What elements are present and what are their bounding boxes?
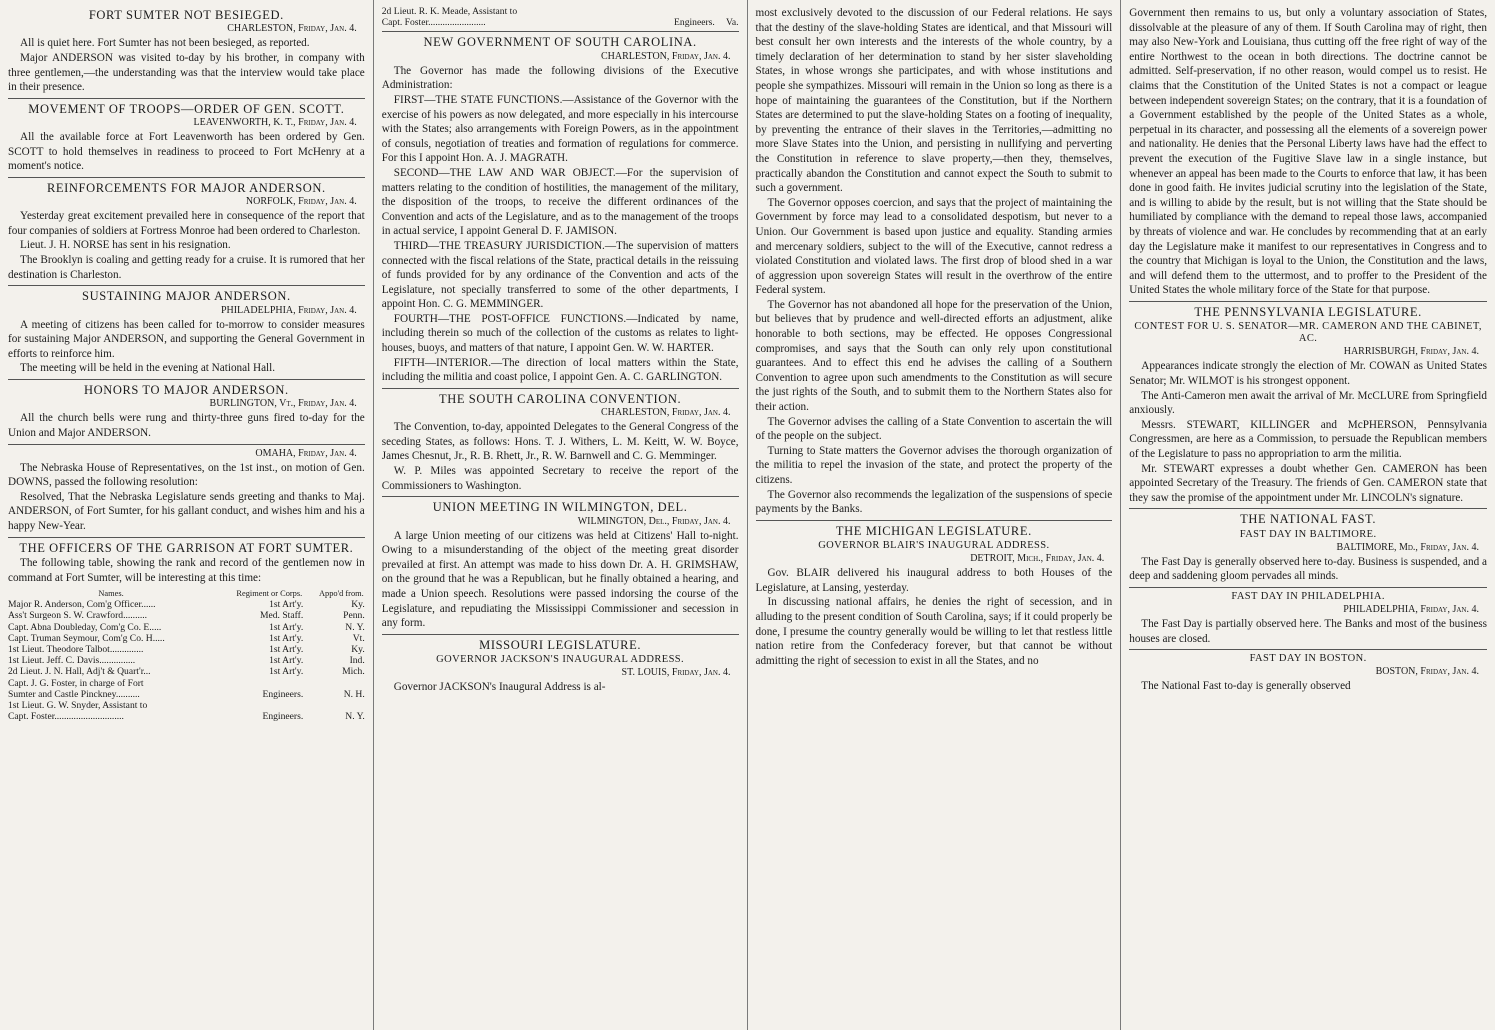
officer-origin: Mich. bbox=[342, 666, 365, 678]
dateline: DETROIT, Mich., Friday, Jan. 4. bbox=[970, 553, 1105, 565]
officer-origin: Va. bbox=[725, 17, 739, 29]
article-headline: NEW GOVERNMENT OF SOUTH CAROLINA. bbox=[423, 35, 697, 50]
article-headline: REINFORCEMENTS FOR MAJOR ANDERSON. bbox=[46, 180, 326, 195]
officer-table bbox=[8, 588, 365, 722]
article bbox=[1129, 591, 1487, 646]
officer-origin bbox=[303, 700, 365, 711]
article bbox=[8, 181, 365, 282]
officer-corps: 1st Art'y. bbox=[269, 621, 304, 633]
paragraph: The Governor opposes coercion, and says that the project of maintaining the Government by force may lead to a consolidated despotism, but never to a Union. Our Government is based upon justice and equality. Standing armies and mercenary soldiers, subject to the will of the Executive, cannot redress a violated Constitution and violated laws. The first drop of blood shed in a war of aggression upon sovereign States will result in the overthrow of the entire Federal system. bbox=[755, 196, 1113, 297]
paragraph: Messrs. STEWART, KILLINGER and McPHERSON, Pennsylvania Congressmen, are here as a Commission, to persuade the Republican members of the Legislature to pass no appropriation to arm the militia. bbox=[1129, 418, 1487, 460]
paragraph: W. P. Miles was appointed Secretary to receive the report of the Commissioners to Washington. bbox=[381, 465, 739, 492]
article-headline: MOVEMENT OF TROOPS—ORDER OF GEN. SCOTT. bbox=[28, 101, 345, 116]
article-headline: THE SOUTH CAROLINA CONVENTION. bbox=[438, 391, 682, 406]
officer-name: Major R. Anderson, Com'g Officer...... bbox=[8, 599, 156, 611]
paragraph: A meeting of citizens has been called for to-morrow to consider measures for sustaining Major ANDERSON, and supporting the General Government in efforts to reinforce him. bbox=[8, 318, 365, 360]
paragraph: Appearances indicate strongly the election of Mr. COWAN as United States Senator; Mr. WILMOT is his strongest opponent. bbox=[1129, 360, 1487, 387]
article bbox=[382, 638, 739, 695]
paragraph: The Fast Day is generally observed here to-day. Business is suspended, and a deep and saddening gloom pervades all minds. bbox=[1129, 555, 1487, 583]
dateline: ST. LOUIS, Friday, Jan. 4. bbox=[621, 667, 731, 679]
divider bbox=[8, 444, 365, 445]
officer-name: Capt. Foster............................. bbox=[8, 711, 124, 723]
officer-origin: Vt. bbox=[352, 632, 365, 644]
article-subheadline: FAST DAY IN BALTIMORE. bbox=[1239, 528, 1377, 540]
table-row bbox=[8, 610, 365, 621]
table-row bbox=[8, 666, 365, 677]
article-headline: SUSTAINING MAJOR ANDERSON. bbox=[82, 289, 291, 304]
paragraph: All the church bells were rung and thirty-three guns fired to-day for the Union and Major ANDERSON. bbox=[8, 412, 365, 439]
dateline: PHILADELPHIA, Friday, Jan. 4. bbox=[1343, 604, 1479, 615]
article-subheadline: GOVERNOR BLAIR'S INAUGURAL ADDRESS. bbox=[818, 540, 1050, 552]
paragraph: SECOND—THE LAW AND WAR OBJECT.—For the supervision of matters relating to the condition of hostilities, the management of the military, the disposition of the troops, to receive the different ordinances of the Convention and acts of the Legislature, and as to the management of the troops in actual service, I appoint General D. F. JAMISON. bbox=[381, 166, 739, 238]
paragraph: Major ANDERSON was visited to-day by his brother, in company with three gentlemen,—the understanding was that the interview would take place in their presence. bbox=[8, 51, 365, 94]
table-row bbox=[8, 599, 365, 610]
article bbox=[756, 524, 1113, 669]
dateline: NORFOLK, Friday, Jan. 4. bbox=[245, 196, 357, 208]
article bbox=[1129, 653, 1487, 694]
officer-name: 2d Lieut. J. N. Hall, Adj't & Quart'r... bbox=[8, 666, 151, 678]
dateline: BALTIMORE, Md., Friday, Jan. 4. bbox=[1336, 541, 1479, 553]
officer-origin bbox=[303, 678, 365, 689]
dateline: OMAHA, Friday, Jan. 4. bbox=[255, 447, 357, 459]
table-row bbox=[8, 700, 365, 711]
table-row bbox=[8, 633, 365, 644]
article-headline: HONORS TO MAJOR ANDERSON. bbox=[83, 383, 289, 397]
divider bbox=[8, 537, 365, 538]
table-header-row bbox=[8, 588, 365, 599]
column-4 bbox=[1121, 0, 1495, 1030]
officer-origin: Ky. bbox=[351, 599, 365, 611]
paragraph: FOURTH—THE POST-OFFICE FUNCTIONS.—Indicated by name, including therein so much of the collection of the customs as relates to light-houses, buoys, and matters of that nature, I appoint Gen. W. W. HARTER. bbox=[381, 312, 739, 355]
officer-corps: 1st Art'y. bbox=[269, 632, 304, 644]
paragraph: FIRST—THE STATE FUNCTIONS.—Assistance of the Governor with the exercise of his powers as now delegated, and more especially in his intercourse with the States; also arrangements with Foreign Powers, as in the appointment of consuls, negotiation of treaties and formation of regulations for commerce. For this I appoint Hon. A. J. MAGRATH. bbox=[381, 93, 739, 165]
dateline: CHARLESTON, Friday, Jan. 4. bbox=[227, 23, 357, 35]
officer-name: Ass't Surgeon S. W. Crawford.......... bbox=[8, 610, 148, 622]
divider bbox=[8, 177, 365, 178]
article bbox=[1129, 305, 1487, 505]
officer-corps: Engineers. bbox=[674, 17, 715, 29]
article-headline: MISSOURI LEGISLATURE. bbox=[479, 637, 642, 652]
officer-origin: Penn. bbox=[343, 610, 365, 622]
dateline: BOSTON, Friday, Jan. 4. bbox=[1375, 666, 1479, 678]
paragraph: Gov. BLAIR delivered his inaugural address to both Houses of the Legislature, at Lansing, yesterday. bbox=[755, 567, 1113, 594]
paragraph: The Governor has not abandoned all hope for the preservation of the Union, but believes that by prudence and well-directed efforts an adjustment, alike honorable to both sections, may be effected. He opposes Congressional compromises, and says that the South can only rely upon constitutional guarantees. And to effect this end he advises the calling of a Southern Convention to agree upon such amendments to the Constitution as will secure the just rights of the South, and to submit them to the Northern States also for their action. bbox=[755, 298, 1113, 414]
paragraph: The Anti-Cameron men await the arrival of Mr. McCLURE from Springfield anxiously. bbox=[1129, 389, 1487, 417]
officer-name: Capt. Abna Doubleday, Com'g Co. E..... bbox=[8, 621, 162, 633]
article-headline: FORT SUMTER NOT BESIEGED. bbox=[88, 8, 284, 22]
article bbox=[8, 448, 365, 534]
table-row bbox=[8, 644, 365, 655]
article-subheadline: GOVERNOR JACKSON'S INAUGURAL ADDRESS. bbox=[436, 654, 685, 666]
divider bbox=[8, 285, 365, 286]
article bbox=[8, 102, 365, 174]
paragraph: most exclusively devoted to the discussion of our Federal relations. He says that the destiny of the slave-holding States are identical, and that Missouri will best consult her own interests and the interests of the whole country, by a timely declaration of her determination to stand by her sister slaveholding States, in whose wrongs she participates, and with whose institutions and people she sympathizes. Missouri will remain in the Union so long as there is a hope of maintaining the guarantees of the Constitution, but if the Northern States are determined to put the slave-holding States on a footing of inequality, by preventing the entrance of their slaves in the Territories,—admitting no more Slave States into the Union, and persisting in nullifying and perverting the Constitution in reference to slave property,—then they, themselves, practically abandon the Constitution and cannot expect the South to submit to such a government. bbox=[755, 7, 1113, 195]
officer-origin: N. Y. bbox=[345, 711, 365, 723]
paragraph: THIRD—THE TREASURY JURISDICTION.—The supervision of matters connected with the fiscal relations of the State, practical details in the reissuing of funds provided for by any ordinance of the Convention and acts of the Legislature, not specially transferred to some of the other departments, I appoint Hon. C. G. MEMMINGER. bbox=[381, 239, 739, 311]
officer-corps: Engineers. bbox=[262, 711, 304, 723]
paragraph: The following table, showing the rank and record of the gentlemen now in command at Fort Sumter, will be interesting at this time: bbox=[8, 556, 365, 584]
divider bbox=[382, 496, 739, 497]
officer-origin bbox=[715, 6, 739, 17]
column-header: Names. bbox=[98, 589, 124, 599]
paragraph: FIFTH—INTERIOR.—The direction of local matters within the State, including the militia and coast police, I appoint Gen. A. C. GARLINGTON. bbox=[381, 356, 739, 384]
table-row bbox=[8, 655, 365, 666]
divider bbox=[756, 520, 1113, 521]
officer-corps: 1st Art'y. bbox=[269, 599, 304, 611]
table-row bbox=[382, 17, 739, 28]
paragraph: All the available force at Fort Leavenworth has been ordered by Gen. SCOTT to hold themselves in readiness to proceed to Fort McHenry at a moment's notice. bbox=[8, 131, 365, 173]
article bbox=[8, 289, 365, 376]
officer-corps bbox=[214, 678, 303, 689]
paragraph: The Fast Day is partially observed here. The Banks and most of the business houses are closed. bbox=[1129, 618, 1487, 645]
paragraph: Mr. STEWART expresses a doubt whether Gen. CAMERON has been appointed Secretary of the Treasury. The friends of Gen. CAMERON state that they saw the promise of the appointment under Mr. LINCOLN's signature. bbox=[1129, 462, 1487, 504]
dateline: LEAVENWORTH, K. T., Friday, Jan. 4. bbox=[193, 117, 357, 129]
paragraph: The Governor advises the calling of a State Convention to ascertain the will of the people on the subject. bbox=[755, 415, 1113, 443]
officer-corps: 1st Art'y. bbox=[269, 655, 304, 667]
dateline: PHILADELPHIA, Friday, Jan. 4. bbox=[220, 304, 357, 316]
column-2 bbox=[374, 0, 748, 1030]
article bbox=[8, 8, 365, 95]
article bbox=[382, 500, 739, 631]
officer-name: Sumter and Castle Pinckney.......... bbox=[8, 688, 140, 700]
column-header: Appo'd from. bbox=[318, 589, 364, 599]
officer-corps bbox=[214, 700, 303, 711]
paragraph: All is quiet here. Fort Sumter has not been besieged, as reported. bbox=[20, 37, 310, 50]
dateline: HARRISBURGH, Friday, Jan. 4. bbox=[1343, 346, 1479, 358]
paragraph: The Brooklyn is coaling and getting ready for a cruise. It is rumored that her destination is Charleston. bbox=[8, 254, 365, 281]
paragraph: Yesterday great excitement prevailed here in consequence of the report that four companies of soldiers at Fortress Monroe had been ordered to Charleston. bbox=[8, 210, 365, 237]
officer-name: Capt. J. G. Foster, in charge of Fort bbox=[8, 677, 144, 689]
column-1 bbox=[0, 0, 374, 1030]
table-row bbox=[8, 622, 365, 633]
officer-corps: Engineers. bbox=[262, 688, 304, 700]
paragraph: Government then remains to us, but only a voluntary association of States, dissolvable at the pleasure of any of them. If South Carolina may of right, then may also New-York and Louisiana, thus cutting off the free right of way of the entire Northwest to the ocean in both directions. The doctrine cannot be admitted. Self-preservation, if no other reason, would compel us to resist. He claims that the Constitution of the United States is not a compact or league between independent sovereign States; on the contrary, that it is a foundation of a Government established by the people of the United States as a whole, perpetual in its character, and possessing all the elements of a sovereign power and nationality. He denies that the Personal Liberty laws have had the effect to prevent the execution of the Fugitive Slave law in a single instance, but whenever an appeal has been made to the Courts to enforce that law, it has been done in good faith. He invites judicial scrutiny into the legislation of the State, and is willing to abide by the result, but is not willing that the State should be humiliated by compliance with the demand to repeal those laws, accompanied by threats of violence and war. He concludes by recommending that at an early day the Legislature make it manifest to our representatives in Congress and to the country that Michigan is loyal to the Union, the Constitution and the laws, and will defend them to the uttermost, and to proffer to the President of the United States the whole military force of the State for that purpose. bbox=[1129, 7, 1487, 297]
officer-name: Capt. Foster........................ bbox=[381, 17, 486, 29]
officer-name: 1st Lieut. G. W. Snyder, Assistant to bbox=[8, 699, 148, 711]
paragraph: The National Fast to-day is generally observed bbox=[1141, 680, 1351, 693]
divider bbox=[1129, 587, 1487, 588]
divider bbox=[1129, 301, 1487, 302]
officer-corps: 1st Art'y. bbox=[269, 643, 304, 655]
article bbox=[8, 541, 365, 586]
paragraph: A large Union meeting of our citizens was held at Citizens' Hall to-night. Owing to a misunderstanding of the object of the meeting great disorder prevailed at first. An attempt was made to hiss down Dr. A. H. GRIMSHAW, on the ground that he was a Republican, but he finally obtained a hearing, and made a Union speech. Resolutions were passed indorsing the course of the Legislature, and repudiating the Mississippi Commissioner and secession in any form. bbox=[381, 529, 739, 630]
article-headline: THE OFFICERS OF THE GARRISON AT FORT SUMTER. bbox=[19, 540, 354, 555]
officer-name: 1st Lieut. Theodore Talbot.............. bbox=[8, 643, 144, 655]
article bbox=[382, 392, 739, 493]
divider bbox=[382, 388, 739, 389]
table-row bbox=[382, 6, 739, 17]
dateline: CHARLESTON, Friday, Jan. 4. bbox=[600, 407, 731, 419]
paragraph: Lieut. J. H. NORSE has sent in his resignation. bbox=[20, 239, 231, 252]
paragraph: The Convention, to-day, appointed Delegates to the General Congress of the seceding States, as follows: Hons. T. J. Withers, L. M. Keitt, W. W. Boyce, James Chesnut, Jr., R. B. Rhett, Jr., R. W. Barnwell and C. G. Memminger. bbox=[381, 421, 739, 463]
table-row bbox=[8, 678, 365, 689]
officer-origin: Ky. bbox=[351, 643, 365, 655]
divider bbox=[8, 379, 365, 380]
officer-table-continued bbox=[382, 6, 739, 28]
dateline: WILMINGTON, Del., Friday, Jan. 4. bbox=[577, 515, 731, 527]
article-headline: THE NATIONAL FAST. bbox=[1240, 512, 1377, 527]
divider bbox=[8, 98, 365, 99]
dateline: CHARLESTON, Friday, Jan. 4. bbox=[600, 50, 731, 62]
officer-origin: N. H. bbox=[343, 688, 365, 700]
article-subheadline: FAST DAY IN BOSTON. bbox=[1249, 653, 1367, 665]
divider bbox=[1129, 649, 1487, 650]
dateline: BURLINGTON, Vt., Friday, Jan. 4. bbox=[209, 398, 357, 410]
officer-origin: Ind. bbox=[349, 655, 365, 667]
divider bbox=[382, 31, 739, 32]
article bbox=[8, 383, 365, 441]
article-headline: UNION MEETING IN WILMINGTON, DEL. bbox=[432, 500, 688, 515]
article bbox=[1129, 6, 1487, 298]
article-subheadline: CONTEST FOR U. S. SENATOR—MR. CAMERON AND THE CABINET, AC. bbox=[1134, 321, 1482, 345]
paragraph: Resolved, That the Nebraska Legislature sends greeting and thanks to Maj. ANDERSON, of Fort Sumter, for his gallant conduct, and wishes him and his a happy New-Year. bbox=[8, 490, 365, 532]
divider bbox=[382, 634, 739, 635]
paragraph: The meeting will be held in the evening at National Hall. bbox=[20, 362, 276, 375]
divider bbox=[1129, 508, 1487, 509]
officer-name: 2d Lieut. R. K. Meade, Assistant to bbox=[381, 6, 518, 17]
officer-origin: N. Y. bbox=[345, 621, 365, 633]
officer-corps bbox=[638, 6, 715, 17]
officer-name: Capt. Truman Seymour, Com'g Co. H..... bbox=[8, 632, 165, 644]
officer-name: 1st Lieut. Jeff. C. Davis............... bbox=[8, 655, 136, 667]
column-3 bbox=[748, 0, 1122, 1030]
article-subheadline: FAST DAY IN PHILADELPHIA. bbox=[1231, 590, 1385, 602]
article bbox=[1129, 512, 1487, 584]
article bbox=[382, 35, 739, 384]
paragraph: The Nebraska House of Representatives, on the 1st inst., on motion of Gen. DOWNS, passed the following resolution: bbox=[8, 461, 365, 489]
paragraph: Turning to State matters the Governor advises the thorough organization of the militia to repel the invasion of the state, and protect the property of the citizens. bbox=[755, 444, 1113, 486]
officer-corps: Med. Staff. bbox=[259, 610, 304, 622]
paragraph: In discussing national affairs, he denies the right of secession, and in alluding to the present condition of South Carolina, says; if it could properly be done, I presume the country generally would be willing to let that restless little nation retire from the Confederacy forever, but that cannot be without admitting the right of secession to exist in all the States, and no bbox=[755, 596, 1113, 667]
article-headline: THE PENNSYLVANIA LEGISLATURE. bbox=[1194, 304, 1422, 319]
column-header: Regiment or Corps. bbox=[236, 589, 303, 599]
paragraph: The Governor has made the following divisions of the Executive Administration: bbox=[381, 64, 739, 92]
officer-corps: 1st Art'y. bbox=[269, 666, 304, 678]
paragraph: The Governor also recommends the legalization of the suspensions of specie payments by the Banks. bbox=[755, 488, 1113, 516]
article bbox=[756, 6, 1113, 517]
paragraph: Governor JACKSON's Inaugural Address is al- bbox=[393, 681, 606, 694]
table-row bbox=[8, 711, 365, 722]
article-headline: THE MICHIGAN LEGISLATURE. bbox=[835, 523, 1032, 538]
table-row bbox=[8, 689, 365, 700]
